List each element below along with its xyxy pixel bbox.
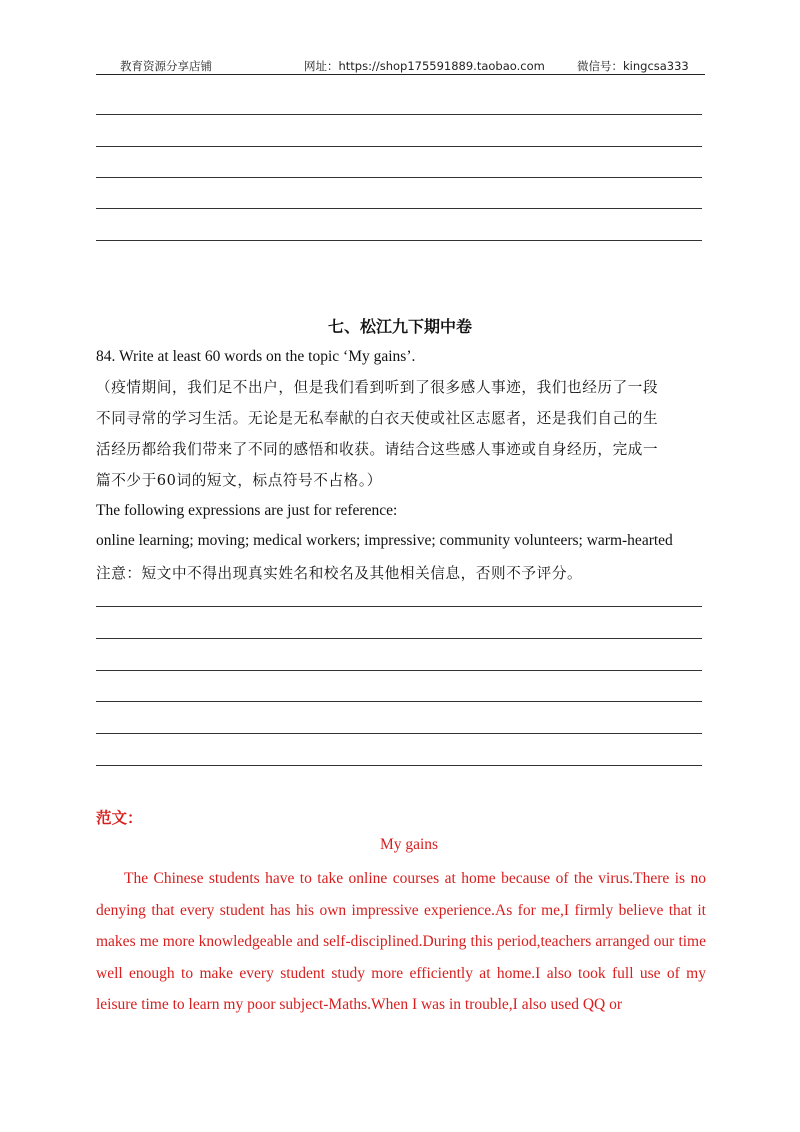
model-answer-label: 范文：: [96, 809, 143, 827]
instructions-line-4: 篇不少于60词的短文，标点符号不占格。）: [96, 472, 382, 489]
writing-line: [96, 114, 702, 115]
header-wechat: 微信号：kingcsa333: [577, 59, 689, 73]
writing-line: [96, 177, 702, 178]
writing-line: [96, 733, 702, 734]
reference-intro: The following expressions are just for reference:: [96, 502, 398, 519]
writing-line: [96, 146, 702, 147]
header-url: 网址：https://shop175591889.taobao.com: [304, 59, 545, 73]
note: 注意：短文中不得出现真实姓名和校名及其他相关信息，否则不予评分。: [96, 565, 583, 582]
instructions-line-3: 活经历都给我们带来了不同的感悟和收获。请结合这些感人事迹或自身经历，完成一: [96, 441, 659, 458]
writing-line: [96, 240, 702, 241]
model-answer-title: My gains: [379, 836, 439, 853]
writing-line: [96, 765, 702, 766]
writing-line: [96, 606, 702, 607]
header-shop-name: 教育资源分享店铺: [120, 59, 212, 73]
section-title: 七、松江九下期中卷: [327, 317, 472, 336]
question-prompt: 84. Write at least 60 words on the topic ‘My gains’.: [96, 348, 416, 365]
instructions-line-1: （疫情期间，我们足不出户，但是我们看到听到了很多感人事迹，我们也经历了一段: [96, 379, 659, 396]
model-answer-body: The Chinese students have to take online courses at home because of the virus.There is no denying that every student has his own impressive experience.As for me,I firmly believe that it makes me more knowledgeable and self-disciplined.During this period,teachers arranged our time well enough to make every student study more efficiently at home.I also took full use of my leisure time to learn my poor subject-Maths.When I was in trouble,I also used QQ or: [96, 870, 706, 1014]
writing-line: [96, 701, 702, 702]
writing-line: [96, 638, 702, 639]
instructions-line-2: 不同寻常的学习生活。无论是无私奉献的白衣天使或社区志愿者，还是我们自己的生: [96, 410, 659, 427]
header-divider: [96, 74, 705, 75]
writing-line: [96, 208, 702, 209]
writing-line: [96, 670, 702, 671]
reference-words: online learning; moving; medical workers; impressive; community volunteers; warm-hearted: [96, 532, 673, 549]
page-header: [96, 56, 705, 74]
